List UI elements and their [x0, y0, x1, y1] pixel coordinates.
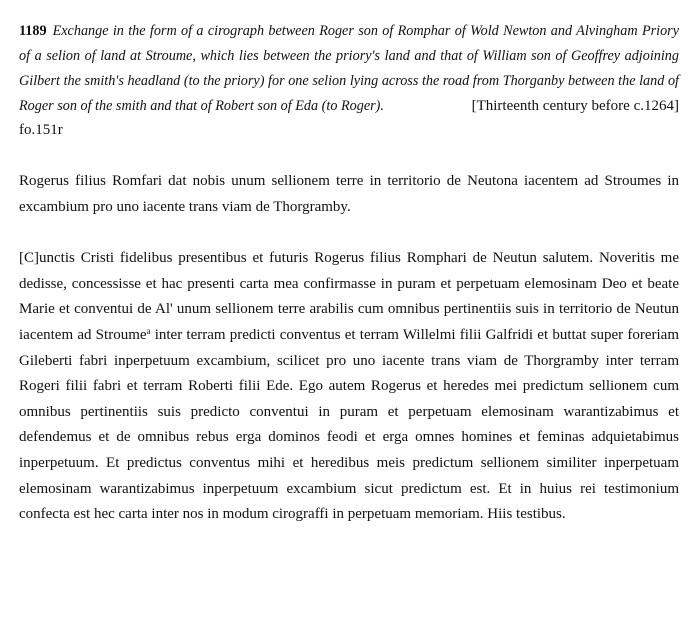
entry-date: [Thirteenth century before c.1264]: [471, 98, 679, 114]
charter-paragraph: [19, 246, 679, 528]
charter-text-part-1: [C]unctis Cristi fidelibus presentibus et futuris Rogerus filius Romphari de Neutun salutem. Noveritis me dedisse, concessisse et hac presenti carta mea confirmasse in puram et perpetuam elemosinam Deo et beate Marie et conventui de Al' unum sellionem terre arabilis cum omnibus pertinentiis suis in territorio de Neutun iacentem ad Stroume: [19, 250, 679, 343]
entry-number: 1189: [19, 23, 47, 39]
entry-heading: [19, 19, 679, 119]
document-page: [19, 19, 679, 528]
charter-text-part-2: inter terram predicti conventus et terram Willelmi filii Galfridi et buttat super foreriam Gileberti fabri inperpetuum excambium, scilicet pro uno iacente trans viam de Thorgramby inter terram Rogeri filii fabri et terram Roberti filii Ede. Ego autem Rogerus et heredes mei predictum sellionem cum omnibus pertinentiis suis predicto conventui in puram et perpetuam elemosinam warantizabimus et defendemus et de omnibus rebus erga dominos feodi et erga omnes homines et feminas adquietabimus inperpetuum. Et predictus conventus mihi et heredibus meis predictum sellionem similiter inperpetuam elemosinam warantizabimus inperpetuum excambium sicut predictum est. Et in huius rei testimonium confecta est hec carta inter nos in modum cirograffi in perpetuam memoriam. Hiis testibus.: [19, 326, 679, 523]
rubric-paragraph: Rogerus filius Romfari dat nobis unum sellionem terre in territorio de Neutona iacentem ad Stroumes in excambium pro uno iacente trans viam de Thorgramby.: [19, 173, 679, 215]
footnote-marker[interactable]: a: [146, 325, 151, 336]
folio-reference: fo.151r: [19, 122, 63, 138]
entry-summary: Exchange in the form of a cirograph between Roger son of Romphar of Wold Newton and Alvingham Priory of a selion of land at Stroume, which lies between the priory's land and that of William son of Geoffrey adjoining Gilbert the smith's headland (to the priory) for one selion lying across the road from Thorganby between the land of Roger son of the smith and that of Robert son of Eda (to Roger).: [19, 23, 679, 114]
